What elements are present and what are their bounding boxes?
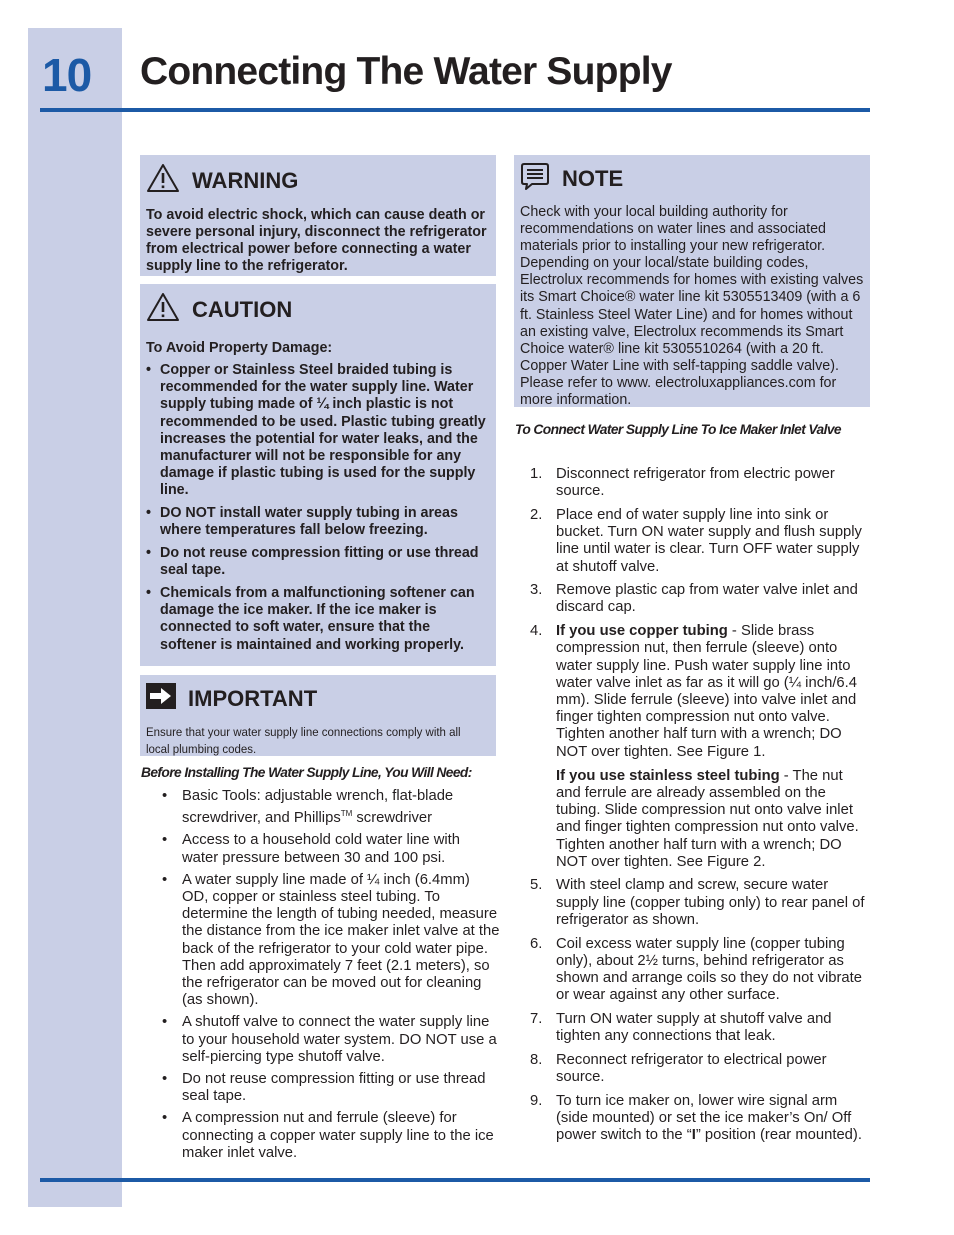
header-rule [40,108,870,112]
important-box [140,675,496,756]
caution-box [140,284,496,666]
step-text: Coil excess water supply line (copper tubing only), about 2½ turns, behind refrigerator as shown and arrange coils so they do not vibrate or wear against any other surface. [556,935,862,1004]
caution-item: • Copper or Stainless Steel braided tubing is recommended for the water supply line. Water supply tubing made of ¼ inch plastic is not recommended to be used. Plastic tubing greatly increases the potential for water leaks, and the manufacturer will not be responsible for any damage if plastic tubing is used for the supply line. [146,362,490,500]
list-item [140,788,500,827]
step-text: Disconnect refrigerator from electric power source. [556,466,835,500]
caution-item: • DO NOT install water supply tubing in areas where temperatures fall below freezing. [146,505,490,539]
warning-triangle-icon [146,292,180,327]
step-item [514,1093,870,1145]
step-item [514,507,870,576]
list-item-text: screwdriver [352,810,433,827]
arrow-right-icon [146,683,176,714]
step-text [556,1093,870,1145]
step-number: 9. [530,1092,543,1109]
caution-item: • Do not reuse compression fitting or use thread seal tape. [146,545,490,579]
step-text-part: ” position (rear mounted). [695,1127,862,1144]
step-text-part: To turn ice maker on, lower wire signal arm (side mounted) or set the ice maker’s On/ Off power switch to the “ [556,1092,852,1144]
step-emphasis: If you use copper tubing [556,623,728,640]
step-number: 6. [530,935,543,952]
list-item: • Do not reuse compression fitting or use thread seal tape. [140,1071,500,1105]
list-item-text: Basic Tools: adjustable wrench, flat-blade screwdriver, and Phillips [182,788,454,827]
step-item [514,623,870,871]
step-number: 2. [530,506,543,523]
step-item [514,1011,870,1045]
important-text: Ensure that your water supply line connections comply with all local plumbing codes. [146,725,461,756]
step-emphasis: I [691,1127,696,1144]
step-emphasis: If you use stainless steel tubing [556,767,780,784]
before-installing-heading: Before Installing The Water Supply Line, You Will Need: [141,765,472,780]
step-text [556,768,870,871]
page-title: Connecting The Water Supply [140,50,672,93]
page-sidebar-band [28,28,122,1207]
note-box [514,155,870,407]
caution-list [146,362,490,654]
step-number: 7. [530,1010,543,1027]
step-item [514,466,870,500]
connect-steps-heading: To Connect Water Supply Line To Ice Maker Inlet Valve [515,422,841,437]
connect-steps-list [514,466,870,1151]
warning-triangle-icon [146,163,180,198]
before-installing-list [140,788,500,1167]
step-text-part: - The nut and ferrule are already assembled on the tubing. Slide compression nut onto valve inlet and finger tighten compression nut onto valve. Tighten another half turn with a wrench; DO NOT over tighten. See Figure 2. [556,767,859,870]
footer-rule [40,1178,870,1182]
warning-heading: WARNING [192,167,299,193]
note-icon [520,161,550,196]
caution-header [146,292,490,327]
note-header [520,161,864,196]
list-item: • Access to a household cold water line with water pressure between 30 and 100 psi. [140,832,500,866]
step-number: 3. [530,582,543,599]
step-text: Remove plastic cap from water valve inlet and discard cap. [556,582,858,616]
step-text-part: - Slide brass compression nut, then ferrule (sleeve) onto water supply line. Push water supply line into water valve inlet as far as it will go (¼ inch/6.4 mm). Slide ferrule (sleeve) into valve inlet and finger tighten compression nut onto valve. Tighten another half turn with a wrench; DO NOT over tighten. See Figure 1. [556,623,858,760]
step-item [514,936,870,1005]
list-item: • A compression nut and ferrule (sleeve) for connecting a copper water supply line to the ice maker inlet valve. [140,1110,500,1162]
step-number: 4. [530,623,543,640]
list-item: • A shutoff valve to connect the water supply line to your household water system. DO NOT use a self-piercing type shutoff valve. [140,1014,500,1066]
page-number: 10 [42,49,92,101]
important-header [146,683,490,714]
note-text: Check with your local building authority for recommendations on water lines and associated materials prior to installing your new refrigerator. Depending on your local/state building codes, Electrolux recommends for homes with existing valves its Smart Choice® water line kit 5305513409 (with a 6 ft. Stainless Steel Water Line) and for homes without an existing valve, Electrolux recommends its Smart Choice water® line kit 5305510264 (with a 20 ft. Copper Water Line with self-tapping saddle valve). Please refer to www. electroluxappliances.com for more information. [520,204,864,409]
warning-box [140,155,496,276]
caution-item: • Chemicals from a malfunctioning softener can damage the ice maker. If the ice maker is connected to soft water, ensure that the softener is maintained and working properly. [146,585,490,654]
step-number: 5. [530,877,543,894]
step-text: Turn ON water supply at shutoff valve and tighten any connections that leak. [556,1010,832,1045]
step-item [514,1052,870,1086]
warning-text: To avoid electric shock, which can cause death or severe personal injury, disconnect the refrigerator from electrical power before connecting a water supply line to the refrigerator. [146,207,487,274]
step-number: 8. [530,1051,543,1068]
step-text: Reconnect refrigerator to electrical power source. [556,1051,827,1085]
important-heading: IMPORTANT [188,685,318,711]
note-heading: NOTE [562,165,624,191]
step-item [514,582,870,616]
step-text: Place end of water supply line into sink or bucket. Turn ON water supply and flush supply line until water is clear. Turn OFF water supply at shutoff valve. [556,506,862,575]
step-text: With steel clamp and screw, secure water supply line (copper tubing only) to rear panel of refrigerator as shown. [556,877,865,928]
step-item [514,877,870,929]
trademark-mark: TM [340,809,353,819]
list-item: • A water supply line made of ¼ inch (6.4mm) OD, copper or stainless steel tubing. To determine the length of tubing needed, measure the distance from the ice maker inlet valve at the back of the refrigerator to your cold water pipe. Then add approximately 7 feet (2.1 meters), so the refrigerator can be moved out for cleaning (as shown). [140,872,500,1010]
step-text [556,623,870,761]
warning-header [146,163,490,198]
step-number: 1. [530,466,543,482]
caution-lead: To Avoid Property Damage: [146,340,333,356]
caution-heading: CAUTION [192,296,293,322]
